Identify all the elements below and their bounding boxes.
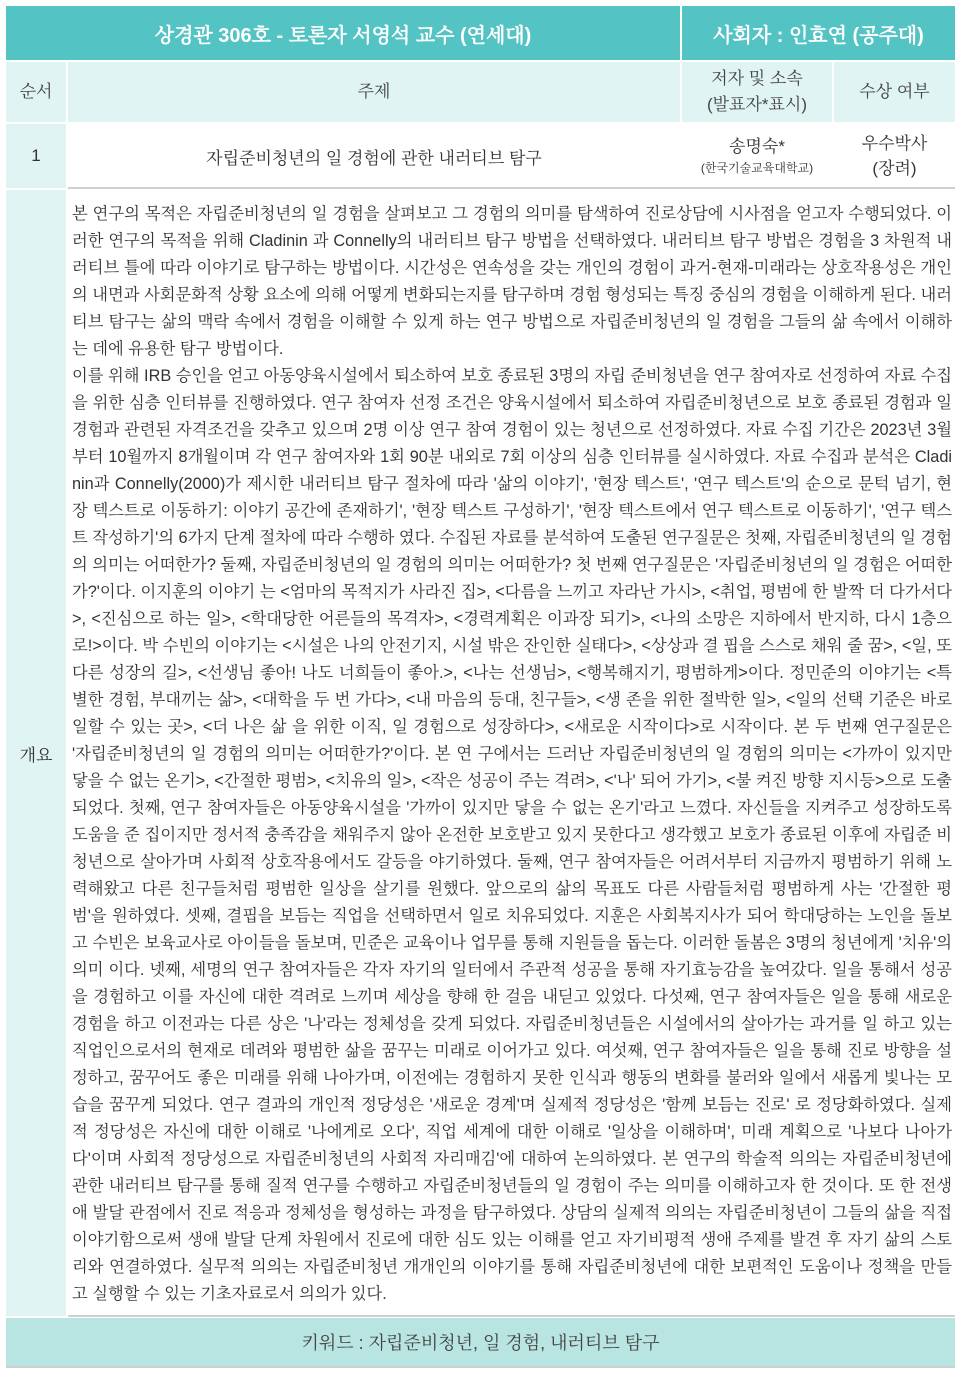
column-order bbox=[6, 62, 66, 122]
paper-title: 자립준비청년의 일 경험에 관한 내러티브 탐구 bbox=[206, 148, 542, 168]
column-topic bbox=[68, 62, 680, 122]
session-title: 상경관 306호 - 토론자 서영석 교수 (연세대) bbox=[154, 24, 532, 47]
row-award bbox=[834, 124, 955, 188]
moderator-header bbox=[682, 6, 955, 60]
column-author-note: (발표자*표시) bbox=[706, 95, 808, 114]
author-affiliation: (한국기술교육대학교) bbox=[700, 161, 814, 175]
column-topic-label: 주제 bbox=[357, 82, 391, 101]
abstract-paragraph: 본 연구의 목적은 자립준비청년의 일 경험을 살펴보고 그 경험의 의미를 탐색하여 진로상담에 시사점을 얻고자 수행되었다. 이러한 연구의 목적을 위해 Cladinin 과 Connelly의 내러티브 탐구 방법을 선택하였다. 내러티브 탐구 방법은 경험을 3 차원적 내러티브 틀에 따라 이야기로 탐구하는 방법이다. 시간성은 연속성을 갖는 개인의 경험이 과거-현재-미래라는 상호작용성은 개인의 내면과 사회문화적 상황 요소에 의해 어떻게 변화되는지를 탐구하며 경험 형성되는 특징 중심의 경험을 이해하게 된다. 내러티브 탐구는 삶의 맥락 속에서 경험을 이해할 수 있게 하는 연구 방법으로 자립준비청년의 일 경험을 그들의 삶 속에서 이해하는 데에 유용한 탐구 방법이다. bbox=[72, 205, 952, 358]
column-award bbox=[834, 62, 955, 122]
row-order bbox=[6, 124, 66, 188]
award-name: 우수박사 bbox=[861, 134, 928, 153]
abstract-text bbox=[72, 201, 952, 1308]
row-topic bbox=[68, 124, 680, 188]
row-divider bbox=[68, 187, 955, 189]
keywords-row bbox=[6, 1318, 955, 1366]
author-name: 송명숙* bbox=[729, 137, 785, 156]
column-order-label: 순서 bbox=[19, 82, 53, 101]
abstract-label-cell bbox=[6, 190, 66, 1316]
bottom-divider bbox=[6, 1366, 955, 1368]
column-award-label: 수상 여부 bbox=[859, 82, 930, 101]
award-level: (장려) bbox=[872, 159, 917, 178]
column-author-label: 저자 및 소속 bbox=[711, 69, 803, 88]
moderator-title: 사회자 : 인효연 (공주대) bbox=[713, 24, 924, 47]
abstract-paragraph: 이를 위해 IRB 승인을 얻고 아동양육시설에서 퇴소하여 보호 종료된 3명의 자립 준비청년을 연구 참여자로 선정하여 자료 수집을 위한 심층 인터뷰를 진행하였다. 연구 참여자 선정 조건은 양육시설에서 퇴소하여 자립준비청년으로 보호 종료된 경험과 일 경험과 관련된 자격조건을 갖추고 있으며 2명 이상 연구 참여 경험이 있는 청년으로 선정하였다. 자료 수집 기간은 2023년 3월부터 10월까지 8개월이며 각 연구 참여자와 1회 90분 내외로 7회 이상의 심층 인터뷰를 실시하였다. 자료 수집과 분석은 Cladinin과 Connelly(2000)가 제시한 내러티브 탐구 절차에 따라 '삶의 이야기', '현장 텍스트', '연구 텍스트'의 순으로 문턱 넘기, 현장 텍스트로 이동하기: 이야기 공간에 존재하기', '현장 텍스트 구성하기', '현장 텍스트에서 연구 텍스트로 이동하기', '연구 텍스트 작성하기'의 6가지 단계 절차에 따라 수행하 였다. 수집된 자료를 분석하여 도출된 연구질문은 첫째, 자립준비청년의 일 경험 의 의미는 어떠한가? 둘째, 자립준비청년의 일 경험의 의미는 어떠한가? 첫 번째 연구질문은 '자립준비청년의 일 경험은 어떠한가?'이다. 이지훈의 이야기 는 <엄마의 목적지가 사라진 집>, <다름을 느끼고 자라난 가시>, <취업, 평범에 한 발짝 더 다가서다>, <진심으로 하는 일>, <학대당한 어른들의 목격자>, <경력계획은 이과장 되기>, <나의 소망은 지하에서 반지하, 다시 1층으로!>이다. 박 수빈의 이야기는 <시설은 나의 안전기지, 시설 밖은 잔인한 실태다>, <상상과 결 핍을 스스로 채워 줄 꿈>, <일, 또 다른 성장의 길>, <선생님 좋아! 나도 너희들이 좋아.>, <나는 선생님>, <행복해지기, 평범하게>이다. 정민준의 이야기는 <특 별한 경험, 부대끼는 삶>, <대학을 두 번 가다>, <내 마음의 등대, 친구들>, <생 존을 위한 절박한 일>, <일의 선택 기준은 바로 일할 수 있는 곳>, <더 나은 삶 을 위한 이직, 일 경험으로 성장하다>, <새로운 시작이다>로 시작이다. 본 두 번째 연구질문은 '자립준비청년의 일 경험의 의미는 어떠한가?'이다. 본 연 구에서는 드러난 자립준비청년의 일 경험의 의미는 <가까이 있지만 닿을 수 없는 온기>, <간절한 평범>, <치유의 일>, <작은 성공이 주는 격려>, <'나' 되어 가기>, <불 켜진 방향 지시등>으로 도출되었다. 첫째, 연구 참여자들은 아동양육시설을 '가까이 있지만 닿을 수 없는 온기'라고 느꼈다. 자신들을 지켜주고 성장하도록 도움을 준 집이지만 정서적 충족감을 채워주지 않아 온전한 보호받고 있지 못한다고 생각했고 보호가 종료된 이후에 자립준 비청년으로 살아가며 사회적 상호작용에서도 갈등을 야기하였다. 둘째, 연구 참여자들은 어려서부터 지금까지 평범하기 위해 노력해왔고 다른 친구들처럼 평범한 일상을 살기를 원했다. 앞으로의 삶의 목표도 다른 사람들처럼 평범하게 사는 '간절한 평범'을 원하였다. 셋째, 결핍을 보듬는 직업을 선택하면서 일로 치유되었다. 지훈은 사회복지사가 되어 학대당하는 노인을 돌보고 수빈은 보육교사로 아이들을 돌보며, 민준은 교육이나 업무를 통해 지원들을 돕는다. 이러한 돌봄은 3명의 청년에게 '치유'의 의미 이다. 넷째, 세명의 연구 참여자들은 각자 자기의 일터에서 주관적 성공을 통해 자기효능감을 높여갔다. 일을 통해서 성공을 경험하고 이를 자신에 대한 격려로 느끼며 세상을 향해 한 걸음 내딛고 있었다. 다섯째, 연구 참여자들은 일을 통해 새로운 경험을 하고 이전과는 다른 상은 '나'라는 정체성을 갖게 되었다. 자립준비청년들은 시설에서의 살아가는 과거를 일 하고 있는 직업인으로서의 현재로 데려와 평범한 삶을 꿈꾸는 미래로 이어가고 있다. 여섯째, 연구 참여자들은 일을 통해 진로 방향을 설정하고, 꿈꾸어도 좋은 미래를 위해 나아가며, 이전에는 경험하지 못한 인식과 행동의 변화를 불러와 일에서 새롭게 빛나는 모습을 꿈꾸게 되었다. 연구 결과의 개인적 정당성은 '새로운 경계'며 실제적 정당성은 '함께 보듬는 진로' 로 정당화하였다. 실제적 정당성은 자신에 대한 이해로 '나에게로 오다', 직업 세계에 대한 이해로 '일상을 이해하며', 미래 계획으로 '나보다 나아가다'이며 사회적 정당성으로 자립준비청년의 사회적 자리매김'에 대하여 논의하였다. 본 연구의 학술적 의의는 자립준비청년에 관한 내러티브 탐구를 통해 질적 연구를 수행하고 자립준비청년들의 일 경험이 주는 의미를 이해하고자 한 것이다. 또 한 전생애 발달 관점에서 진로 적응과 정체성을 형성하는 과정을 탐구하였다. 상담의 실제적 의의는 자립준비청년이 그들의 삶을 직접 이야기함으로써 생애 발달 단계 차원에서 진로에 대한 심도 있는 이해를 얻고 자기비평적 생애 주제를 발견 후 자기 삶의 스토리와 연결하였다. 실무적 의의는 자립준비청년 개개인의 이야기를 통해 자립준비청년에 대한 보편적인 도움이나 정책을 만들고 실행할 수 있는 기초자료로서 의의가 있다. bbox=[72, 367, 952, 1303]
keywords-text: 키워드 : 자립준비청년, 일 경험, 내러티브 탐구 bbox=[301, 1333, 660, 1353]
row-order-value: 1 bbox=[31, 146, 41, 165]
session-header bbox=[6, 6, 680, 60]
abstract-divider bbox=[68, 1315, 955, 1317]
column-author bbox=[682, 62, 832, 122]
abstract-label: 개요 bbox=[19, 745, 53, 765]
row-author bbox=[682, 124, 832, 188]
